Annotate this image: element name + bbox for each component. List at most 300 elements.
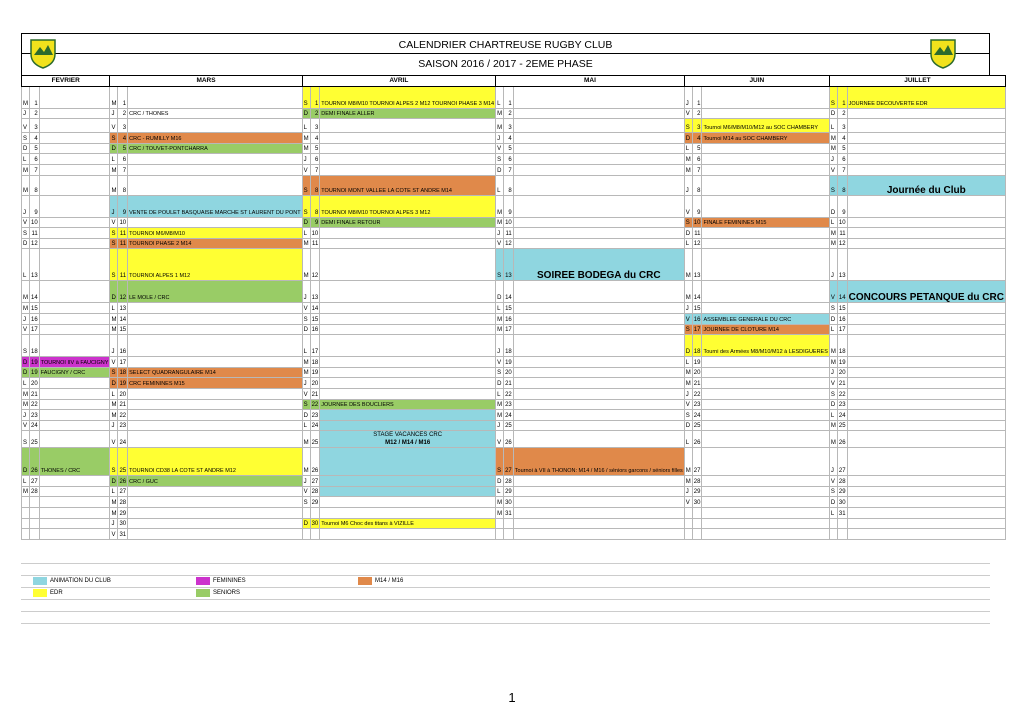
calendar-row	[22, 86, 1006, 108]
day-number-cell: 14	[504, 281, 514, 303]
weekday-cell: J	[22, 108, 30, 119]
day-number-cell: 11	[837, 228, 847, 239]
weekday-cell: S	[22, 228, 30, 239]
weekday-cell: J	[22, 195, 30, 217]
weekday-cell: S	[829, 303, 837, 314]
day-number-cell: 16	[30, 313, 40, 324]
event-cell	[320, 313, 496, 324]
weekday-cell: S	[829, 388, 837, 399]
weekday-cell: V	[22, 217, 30, 228]
event-cell	[847, 335, 1005, 357]
month-header-avril: AVRIL	[302, 76, 495, 87]
event-cell	[320, 508, 496, 519]
day-number-cell: 23	[692, 399, 702, 410]
club-logo-right	[927, 37, 959, 69]
calendar-row	[22, 195, 1006, 217]
weekday-cell: M	[302, 357, 310, 368]
weekday-cell: L	[302, 228, 310, 239]
weekday-cell: J	[496, 335, 504, 357]
event-cell	[847, 497, 1005, 508]
weekday-cell: S	[22, 133, 30, 144]
weekday-cell: V	[829, 281, 837, 303]
legend-label: EDR	[50, 590, 63, 596]
event-cell	[513, 281, 684, 303]
calendar-row	[22, 249, 1006, 281]
weekday-cell: S	[22, 335, 30, 357]
event-cell	[320, 448, 496, 476]
day-number-cell: 15	[692, 303, 702, 314]
day-number-cell: 1	[837, 86, 847, 108]
event-cell: LE MOLE / CRC	[128, 281, 302, 303]
event-cell: THONES / CRC	[39, 448, 110, 476]
day-number-cell: 31	[837, 508, 847, 519]
weekday-cell: S	[496, 249, 504, 281]
day-number-cell: 9	[692, 195, 702, 217]
weekday-cell: J	[302, 476, 310, 487]
event-cell	[702, 108, 829, 119]
weekday-cell: V	[496, 143, 504, 154]
weekday-cell: D	[22, 238, 30, 249]
weekday-cell: D	[302, 108, 310, 119]
weekday-cell: V	[110, 217, 118, 228]
day-number-cell: 4	[310, 133, 320, 144]
weekday-cell: M	[110, 410, 118, 421]
legend-swatch	[196, 577, 210, 585]
weekday-cell: M	[496, 497, 504, 508]
event-cell	[702, 175, 829, 195]
event-cell	[39, 410, 110, 421]
calendar-row	[22, 518, 1006, 529]
weekday-cell: L	[829, 324, 837, 335]
day-number-cell: 9	[118, 195, 128, 217]
event-cell: TOURNOI MONT VALLEE LA COTE ST ANDRE M14	[320, 175, 496, 195]
weekday-cell: M	[110, 164, 118, 175]
weekday-cell: M	[496, 508, 504, 519]
event-cell	[847, 399, 1005, 410]
event-cell	[702, 508, 829, 519]
day-number-cell: 19	[310, 367, 320, 378]
event-cell	[513, 378, 684, 389]
weekday-cell: S	[110, 249, 118, 281]
event-cell	[320, 303, 496, 314]
event-cell	[39, 529, 110, 540]
month-header-fevrier: FEVRIER	[22, 76, 110, 87]
day-number-cell: 22	[504, 388, 514, 399]
event-cell	[847, 238, 1005, 249]
weekday-cell: D	[684, 335, 692, 357]
day-number-cell: 29	[692, 486, 702, 497]
weekday-cell: M	[829, 420, 837, 431]
event-cell	[39, 143, 110, 154]
calendar-row	[22, 431, 1006, 448]
day-number-cell: 6	[837, 154, 847, 165]
event-cell	[513, 486, 684, 497]
event-cell: TOURNOI PHASE 2 M14	[128, 238, 302, 249]
event-cell	[513, 238, 684, 249]
day-number-cell: 6	[118, 154, 128, 165]
event-cell	[513, 335, 684, 357]
event-cell: CRC / GUC	[128, 476, 302, 487]
weekday-cell: S	[22, 431, 30, 448]
day-number-cell: 13	[30, 249, 40, 281]
day-number-cell	[30, 518, 40, 529]
event-cell	[128, 431, 302, 448]
event-cell	[320, 497, 496, 508]
page-number: 1	[508, 690, 516, 705]
event-cell	[320, 367, 496, 378]
day-number-cell: 3	[118, 119, 128, 133]
event-cell: CRC / THONES	[128, 108, 302, 119]
event-cell	[513, 518, 684, 529]
day-number-cell: 9	[837, 195, 847, 217]
weekday-cell: V	[496, 357, 504, 368]
day-number-cell: 15	[504, 303, 514, 314]
event-cell	[128, 357, 302, 368]
day-number-cell: 8	[118, 175, 128, 195]
month-header-mars: MARS	[110, 76, 302, 87]
weekday-cell: V	[829, 378, 837, 389]
event-cell	[39, 133, 110, 144]
day-number-cell: 7	[310, 164, 320, 175]
weekday-cell: M	[302, 431, 310, 448]
weekday-cell: L	[496, 86, 504, 108]
legend-grid	[21, 563, 990, 623]
day-number-cell: 21	[504, 378, 514, 389]
calendar-row	[22, 399, 1006, 410]
day-number-cell: 19	[504, 357, 514, 368]
event-cell	[513, 133, 684, 144]
day-number-cell: 3	[837, 119, 847, 133]
event-cell	[847, 529, 1005, 540]
event-cell: CRC - RUMILLY M16	[128, 133, 302, 144]
day-number-cell: 28	[504, 476, 514, 487]
day-number-cell: 13	[118, 303, 128, 314]
weekday-cell: J	[110, 420, 118, 431]
day-number-cell: 1	[30, 86, 40, 108]
day-number-cell: 19	[692, 357, 702, 368]
weekday-cell: J	[110, 108, 118, 119]
event-cell	[320, 388, 496, 399]
event-cell: Tournoi M14 au SOC CHAMBERY	[702, 133, 829, 144]
day-number-cell: 27	[692, 448, 702, 476]
event-cell	[513, 388, 684, 399]
weekday-cell: L	[684, 357, 692, 368]
weekday-cell: M	[684, 378, 692, 389]
event-cell	[128, 86, 302, 108]
calendar-row	[22, 497, 1006, 508]
event-cell	[320, 476, 496, 487]
weekday-cell: L	[22, 249, 30, 281]
event-cell	[128, 119, 302, 133]
day-number-cell: 5	[30, 143, 40, 154]
weekday-cell	[684, 508, 692, 519]
event-cell	[847, 108, 1005, 119]
weekday-cell: M	[496, 324, 504, 335]
event-cell: SOIREE BODEGA du CRC	[513, 249, 684, 281]
weekday-cell: M	[302, 448, 310, 476]
event-cell	[847, 518, 1005, 529]
event-cell	[513, 399, 684, 410]
event-cell	[320, 154, 496, 165]
day-number-cell: 8	[692, 175, 702, 195]
day-number-cell: 5	[504, 143, 514, 154]
event-cell	[513, 313, 684, 324]
day-number-cell: 10	[118, 217, 128, 228]
calendar-row	[22, 378, 1006, 389]
weekday-cell: J	[110, 335, 118, 357]
weekday-cell: J	[22, 313, 30, 324]
event-cell	[320, 486, 496, 497]
weekday-cell: L	[22, 154, 30, 165]
event-cell: TOURNOI ALPES 1 M12	[128, 249, 302, 281]
day-number-cell: 23	[118, 420, 128, 431]
event-cell	[847, 143, 1005, 154]
event-cell: DEMI FINALE RETOUR	[320, 217, 496, 228]
weekday-cell: M	[110, 86, 118, 108]
weekday-cell: V	[302, 486, 310, 497]
day-number-cell: 28	[310, 486, 320, 497]
weekday-cell: V	[302, 388, 310, 399]
day-number-cell: 8	[504, 175, 514, 195]
day-number-cell: 16	[837, 313, 847, 324]
weekday-cell: V	[684, 399, 692, 410]
event-cell	[702, 529, 829, 540]
event-cell	[39, 497, 110, 508]
day-number-cell: 11	[30, 228, 40, 239]
day-number-cell: 20	[504, 367, 514, 378]
day-number-cell: 12	[504, 238, 514, 249]
day-number-cell: 18	[504, 335, 514, 357]
weekday-cell: J	[22, 410, 30, 421]
weekday-cell: L	[110, 154, 118, 165]
day-number-cell: 21	[30, 388, 40, 399]
day-number-cell: 22	[118, 410, 128, 421]
weekday-cell: S	[496, 448, 504, 476]
day-number-cell: 26	[692, 431, 702, 448]
event-cell	[513, 143, 684, 154]
weekday-cell: S	[110, 238, 118, 249]
weekday-cell: M	[22, 175, 30, 195]
day-number-cell: 1	[504, 86, 514, 108]
day-number-cell: 15	[837, 303, 847, 314]
day-number-cell: 11	[504, 228, 514, 239]
day-number-cell: 4	[118, 133, 128, 144]
weekday-cell: S	[110, 228, 118, 239]
calendar-row	[22, 420, 1006, 431]
event-cell: CRC FEMININES M15	[128, 378, 302, 389]
event-cell: TOURNOI CD38 LA COTE ST ANDRE M12	[128, 448, 302, 476]
day-number-cell: 29	[118, 508, 128, 519]
day-number-cell: 6	[692, 154, 702, 165]
weekday-cell: M	[22, 399, 30, 410]
weekday-cell: L	[684, 431, 692, 448]
event-cell	[39, 324, 110, 335]
day-number-cell: 12	[837, 238, 847, 249]
event-cell	[702, 164, 829, 175]
day-number-cell	[692, 518, 702, 529]
day-number-cell: 18	[837, 335, 847, 357]
event-cell: JOURNEE DECOUVERTE EDR	[847, 86, 1005, 108]
event-cell	[128, 324, 302, 335]
weekday-cell: M	[496, 119, 504, 133]
day-number-cell: 23	[30, 410, 40, 421]
day-number-cell	[504, 518, 514, 529]
day-number-cell: 29	[310, 497, 320, 508]
day-number-cell: 11	[310, 238, 320, 249]
calendar-row	[22, 335, 1006, 357]
day-number-cell: 14	[30, 281, 40, 303]
weekday-cell: D	[829, 108, 837, 119]
weekday-cell: S	[684, 410, 692, 421]
weekday-cell: D	[22, 357, 30, 368]
weekday-cell: L	[496, 175, 504, 195]
day-number-cell: 27	[837, 448, 847, 476]
event-cell	[513, 154, 684, 165]
day-number-cell	[30, 508, 40, 519]
day-number-cell: 10	[837, 217, 847, 228]
weekday-cell: S	[829, 486, 837, 497]
weekday-cell: S	[829, 175, 837, 195]
calendar-row	[22, 410, 1006, 421]
weekday-cell: M	[110, 399, 118, 410]
calendar-row	[22, 143, 1006, 154]
legend-item-animation	[33, 577, 111, 585]
event-cell	[320, 420, 496, 431]
weekday-cell: L	[829, 508, 837, 519]
day-number-cell: 12	[310, 249, 320, 281]
event-cell	[128, 175, 302, 195]
day-number-cell: 27	[504, 448, 514, 476]
calendar-row	[22, 476, 1006, 487]
event-cell	[847, 119, 1005, 133]
calendar-row	[22, 133, 1006, 144]
day-number-cell: 2	[310, 108, 320, 119]
weekday-cell: J	[302, 154, 310, 165]
weekday-cell: J	[829, 154, 837, 165]
weekday-cell: M	[829, 335, 837, 357]
weekday-cell: D	[829, 313, 837, 324]
calendar-row	[22, 486, 1006, 497]
weekday-cell: L	[302, 119, 310, 133]
calendar-row	[22, 357, 1006, 368]
event-cell	[702, 476, 829, 487]
day-number-cell: 3	[30, 119, 40, 133]
event-cell	[702, 143, 829, 154]
weekday-cell: J	[302, 281, 310, 303]
day-number-cell: 11	[118, 238, 128, 249]
event-cell	[702, 420, 829, 431]
weekday-cell: M	[684, 281, 692, 303]
day-number-cell: 10	[692, 217, 702, 228]
event-cell	[320, 238, 496, 249]
event-cell	[513, 357, 684, 368]
club-logo-left	[27, 37, 59, 69]
day-number-cell: 5	[118, 143, 128, 154]
event-cell	[702, 249, 829, 281]
day-number-cell	[504, 529, 514, 540]
day-number-cell: 28	[837, 476, 847, 487]
event-cell	[702, 518, 829, 529]
day-number-cell: 8	[30, 175, 40, 195]
event-cell	[320, 431, 496, 448]
event-cell	[702, 86, 829, 108]
calendar-row	[22, 448, 1006, 476]
weekday-cell: M	[829, 238, 837, 249]
event-cell	[847, 388, 1005, 399]
season-subtitle: SAISON 2016 / 2017 - 2EME PHASE	[21, 53, 990, 75]
event-cell	[39, 195, 110, 217]
calendar-row	[22, 508, 1006, 519]
weekday-cell: M	[110, 313, 118, 324]
day-number-cell: 25	[310, 431, 320, 448]
event-cell	[847, 133, 1005, 144]
day-number-cell	[30, 529, 40, 540]
weekday-cell	[496, 518, 504, 529]
day-number-cell: 17	[837, 324, 847, 335]
day-number-cell: 18	[118, 367, 128, 378]
weekday-cell: V	[110, 431, 118, 448]
event-cell	[39, 217, 110, 228]
event-cell	[39, 119, 110, 133]
calendar-title: CALENDRIER CHARTREUSE RUGBY CLUB	[21, 33, 990, 53]
event-cell	[513, 529, 684, 540]
day-number-cell: 24	[837, 410, 847, 421]
event-cell	[702, 399, 829, 410]
event-cell	[320, 249, 496, 281]
legend-label: FEMININES	[213, 578, 246, 584]
day-number-cell: 6	[504, 154, 514, 165]
event-cell	[513, 303, 684, 314]
weekday-cell: L	[496, 303, 504, 314]
event-cell: SELECT QUADRANGULAIRE M14	[128, 367, 302, 378]
weekday-cell	[302, 529, 310, 540]
weekday-cell: D	[496, 378, 504, 389]
weekday-cell: D	[302, 518, 310, 529]
day-number-cell: 12	[118, 281, 128, 303]
weekday-cell: M	[110, 324, 118, 335]
weekday-cell: D	[22, 367, 30, 378]
weekday-cell: M	[22, 281, 30, 303]
day-number-cell: 27	[118, 486, 128, 497]
day-number-cell: 13	[692, 249, 702, 281]
weekday-cell: S	[684, 324, 692, 335]
day-number-cell: 14	[310, 303, 320, 314]
weekday-cell: D	[22, 143, 30, 154]
weekday-cell: V	[110, 119, 118, 133]
weekday-cell: M	[302, 133, 310, 144]
weekday-cell: M	[829, 431, 837, 448]
weekday-cell: D	[684, 228, 692, 239]
weekday-cell: L	[110, 303, 118, 314]
day-number-cell: 10	[504, 217, 514, 228]
weekday-cell: L	[684, 143, 692, 154]
day-number-cell: 8	[310, 175, 320, 195]
day-number-cell: 15	[310, 313, 320, 324]
event-cell	[320, 119, 496, 133]
weekday-cell: D	[302, 410, 310, 421]
day-number-cell: 21	[692, 378, 702, 389]
event-cell	[847, 476, 1005, 487]
calendar-row	[22, 228, 1006, 239]
calendar-table	[21, 75, 1006, 540]
legend-swatch	[33, 589, 47, 597]
event-cell	[128, 313, 302, 324]
day-number-cell: 16	[692, 313, 702, 324]
day-number-cell: 13	[310, 281, 320, 303]
weekday-cell	[684, 518, 692, 529]
event-cell	[39, 313, 110, 324]
weekday-cell: S	[684, 119, 692, 133]
